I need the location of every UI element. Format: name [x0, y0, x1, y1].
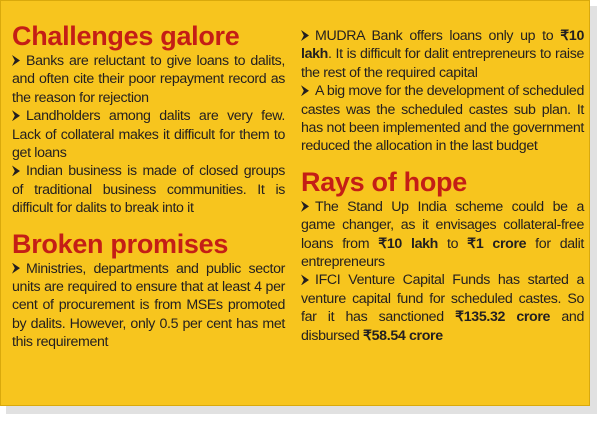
bullet-arrow-icon	[12, 263, 20, 274]
right-column	[301, 27, 584, 345]
bullet-arrow-icon	[301, 30, 309, 41]
challenges-heading: Challenges galore	[12, 21, 240, 51]
challenge-bullet-2-text: Landholders among dalits are very few. Lack of collateral makes it difficult for them to get loans	[12, 108, 285, 162]
subplan-bullet	[301, 82, 584, 156]
standup-text-post: for dalit entrepreneurs	[301, 235, 584, 271]
challenge-bullet-2	[12, 107, 285, 162]
mudra-text-pre: MUDRA Bank offers loans only up to	[315, 28, 561, 44]
challenge-bullet-3-text: Indian business is made of closed groups of traditional business communities. It is difficult for dalits to break into it	[12, 163, 285, 217]
bullet-arrow-icon	[12, 165, 20, 176]
standup-text-mid: to	[437, 235, 468, 252]
broken-bullet-text: Ministries, departments and public sector units are required to ensure that at least 4 per cent of procurement is from MSEs promoted by dalits. However, only 0.5 per cent has met this requirement	[12, 260, 285, 351]
panel-shadow-bottom	[6, 406, 597, 414]
left-column	[12, 21, 285, 352]
standup-from-amount: ₹10 lakh	[378, 235, 438, 252]
standup-text-pre: The Stand Up India scheme could be a game changer, as it envisages collateral-free loans from	[301, 198, 584, 252]
challenge-bullet-1-text: Banks are reluctant to give loans to dalits, and often cite their poor repayment record as the reason for rejection	[12, 53, 285, 106]
bullet-arrow-icon	[12, 55, 20, 66]
ifci-sanctioned-amount: ₹135.32 crore	[455, 309, 551, 326]
ifci-disbursed-amount: ₹58.54 crore	[362, 327, 443, 344]
mudra-text-post: . It is difficult for dalit entrepreneurs to raise the rest of the required capital	[301, 46, 584, 81]
standup-to-amount: ₹1 crore	[467, 235, 527, 252]
ifci-bullet	[301, 271, 584, 345]
bullet-arrow-icon	[301, 85, 309, 96]
ifci-text-pre: IFCI Venture Capital Funds has started a venture capital fund for scheduled castes. So far it has sanctioned	[301, 272, 584, 326]
ifci-text-mid: and disbursed	[301, 309, 584, 344]
broken-promises-heading: Broken promises	[12, 228, 229, 259]
panel-shadow-right	[590, 6, 597, 414]
bullet-arrow-icon	[12, 110, 20, 121]
mudra-amount: ₹10 lakh	[301, 28, 584, 63]
rays-of-hope-heading: Rays of hope	[301, 166, 467, 197]
challenge-bullet-3	[12, 162, 285, 217]
challenge-bullet-1	[12, 52, 285, 107]
bullet-arrow-icon	[301, 274, 309, 285]
standup-bullet	[301, 198, 584, 272]
broken-bullet	[12, 260, 285, 352]
mudra-bullet	[301, 27, 584, 82]
bullet-arrow-icon	[301, 201, 309, 212]
subplan-text: A big move for the development of scheduled castes was the scheduled castes sub plan. It has not been implemented and the government reduced the allocation in the last budget	[301, 83, 584, 155]
